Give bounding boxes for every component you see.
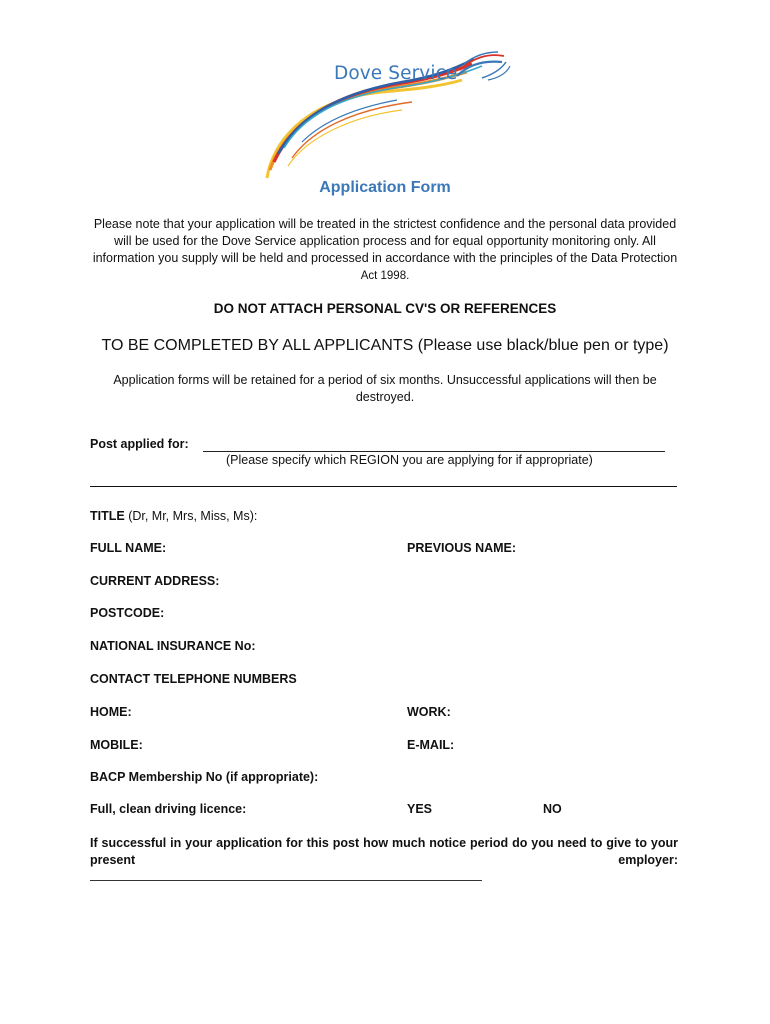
licence-yes-option[interactable]: YES — [407, 802, 433, 816]
mobile-label: MOBILE: — [90, 738, 143, 752]
title-options: (Dr, Mr, Mrs, Miss, Ms): — [124, 509, 258, 523]
title-label: TITLE — [90, 509, 125, 523]
current-address-label: CURRENT ADDRESS: — [90, 574, 220, 588]
retention-note: Application forms will be retained for a period of six months. Unsuccessful applications will then be destroyed. — [113, 373, 657, 404]
home-phone-label: HOME: — [90, 705, 132, 719]
driving-licence-label: Full, clean driving licence: — [90, 802, 247, 816]
post-applied-label: Post applied for: — [90, 437, 189, 451]
confidentiality-text: Please note that your application will be treated in the strictest confidence and the personal data provided will be used for the Dove Service application process and for equal opportunity monitoring only. All information you supply will be held and processed in accordance with the principles of the Data Protection — [92, 217, 678, 265]
logo-brand-name: Dove Service — [334, 63, 458, 84]
email-label: E-MAIL: — [407, 738, 455, 752]
licence-no-option[interactable]: NO — [543, 802, 562, 816]
ni-number-label: NATIONAL INSURANCE No: — [90, 639, 256, 653]
region-note: (Please specify which REGION you are applying for if appropriate) — [226, 453, 593, 467]
data-protection-act: Act 1998. — [360, 270, 410, 282]
confidentiality-note — [88, 216, 682, 285]
full-name-label: FULL NAME: — [90, 541, 167, 555]
work-phone-label: WORK: — [407, 705, 451, 719]
completion-instruction: TO BE COMPLETED BY ALL APPLICANTS (Please use black/blue pen or type) — [101, 337, 669, 354]
bacp-label: BACP Membership No (if appropriate): — [90, 770, 319, 784]
notice-period-field[interactable] — [90, 880, 482, 881]
postcode-label: POSTCODE: — [90, 606, 165, 620]
notice-period-question: If successful in your application for this post how much notice period do you need to give to your present employer: — [90, 836, 678, 867]
form-title: Application Form — [319, 179, 451, 196]
previous-name-label: PREVIOUS NAME: — [407, 541, 517, 555]
no-attach-warning: DO NOT ATTACH PERSONAL CV'S OR REFERENCES — [213, 301, 557, 316]
post-applied-field[interactable] — [203, 451, 665, 452]
section-divider — [90, 486, 677, 487]
contact-numbers-heading: CONTACT TELEPHONE NUMBERS — [90, 672, 297, 686]
dove-service-logo — [262, 50, 512, 180]
title-field[interactable] — [90, 509, 257, 523]
